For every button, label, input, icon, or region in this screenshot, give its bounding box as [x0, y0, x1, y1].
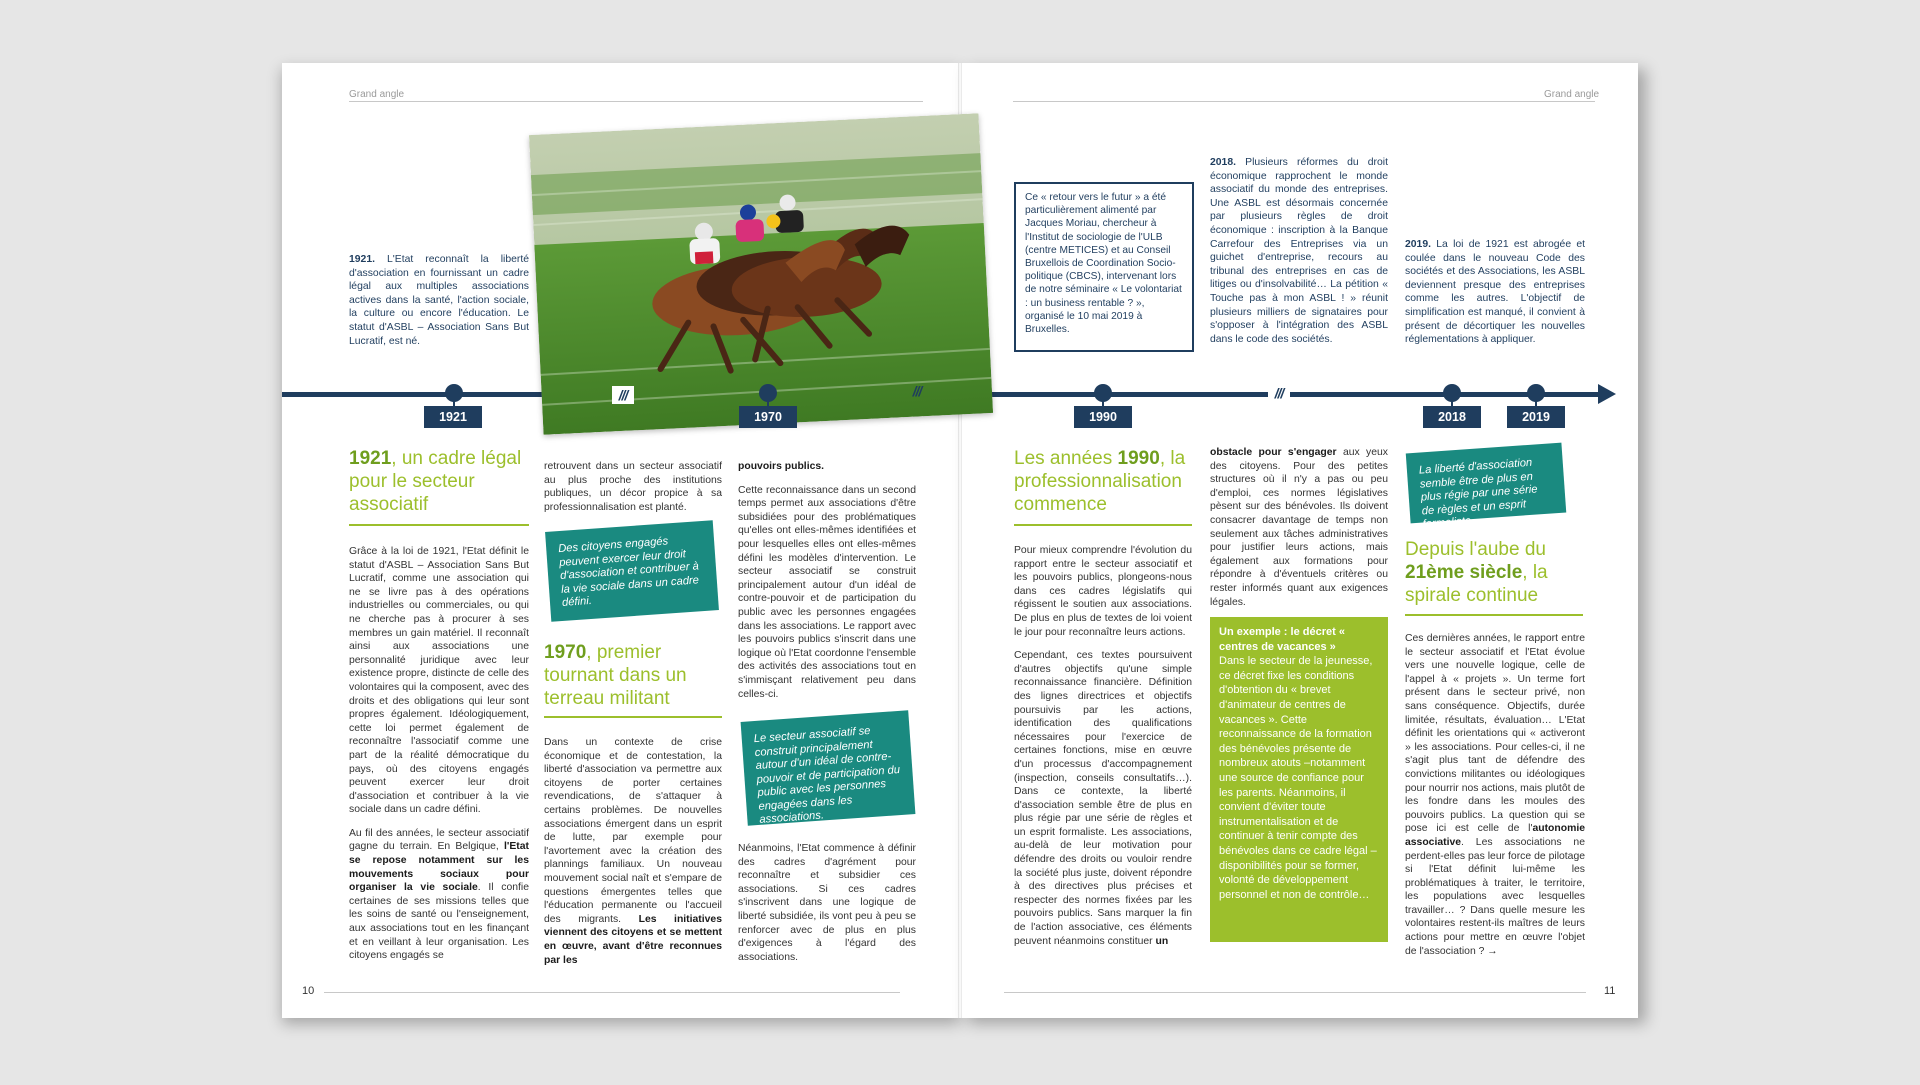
paragraph: [544, 736, 722, 967]
heading-rule: [1014, 524, 1192, 526]
text-run-bold: un: [1155, 935, 1169, 947]
heading-1921-text: , un cadre légal pour le secteur associatif: [349, 448, 522, 515]
column-6-text: [1405, 632, 1585, 968]
example-box-centres-de-vacances: [1210, 617, 1388, 942]
text-run: Dans un contexte de crise économique et de contestation, la liberté d'association va permettre aux citoyens de porter certaines revendications, de s'attaquer à certains problèmes. De nouvelles associations émergent dans un esprit de lutte, par exemple pour l'avortement avec la création des plannings familiaux. Un nouveau mouvement social naît et s'empare de questions émergentes telles que l'éducation permanente ou l'accueil des migrants.: [544, 737, 722, 925]
paragraph: [349, 827, 529, 963]
heading-rule: [1405, 614, 1583, 616]
year-label-1921: 1921: [424, 406, 482, 428]
heading-1990-year: 1990: [1117, 448, 1160, 469]
heading-1990-text: , la professionnalisation commence: [1014, 448, 1186, 515]
text-run: Ces dernières années, le rapport entre le secteur associatif et l'Etat évolue vers une nouvelle logique, celle de l'appel à « projets ». Un terme fort présent dans le secteur privé, non sans conséquence. Objectifs, durée limitée, résultats, évaluation… L'Etat définit les orientations qui « activeront » les associations. Pour celles-ci, il ne s'agit plus tant de défendre des convictions militantes ou idéologiques pour nourrir nos actions, mais plutôt de les fondre dans les moules des pouvoirs publics. La question qui se pose ici est celle de l': [1405, 633, 1585, 835]
text-run-bold: l'Etat se repose notamment sur les mouvements sociaux pour organiser la vie sociale: [349, 841, 529, 894]
running-head-left: Grand angle: [349, 89, 405, 100]
heading-21eme-siecle: [1405, 538, 1587, 607]
heading-1921-year: 1921: [349, 448, 392, 469]
pull-quote-2: [741, 710, 916, 825]
timeline-axis-segment: [922, 392, 1600, 397]
timeline-break-icon: ///: [1268, 384, 1290, 402]
heading-rule: [544, 716, 722, 718]
note-2018-year: 2018.: [1210, 157, 1237, 168]
column-3-text: [738, 460, 916, 711]
paragraph: Néanmoins, l'Etat commence à définir des cadres d'agrément pour reconnaître et subsidier ces associations. Si ces cadres s'inscrivent dans une logique de liberté subsidiée, ils vont peu à peu se renforcer avec de plus en plus d'exigences à l'égard des associations.: [738, 843, 916, 963]
pull-quote-2-text: Le secteur associatif se construit principalement autour d'un idéal de contre-pouvoir et de participation du public avec les personnes engagées dans les associations.: [753, 724, 901, 826]
note-1921: [349, 253, 529, 348]
pull-quote-3-text: La liberté d'association semble être de plus en plus régie par une série de règles et un esprit formaliste.: [1418, 456, 1538, 531]
text-run: aux yeux des citoyens. Pour des petites structures où il n'y a pas ou peu d'emploi, ces normes législatives pèsent sur des bénévoles. Ils doivent consacrer davantage de temps non seulement aux tâches administratives pour justifier leurs actions, mais également aux formations pour répondre à d'éventuels critères ou rester informés quant aux exigences légales.: [1210, 447, 1388, 608]
note-1921-text: L'Etat reconnaît la liberté d'association en fournissant un cadre légal aux multiples associations actives dans la santé, l'action sociale, la culture ou encore l'éducation. Le statut d'ASBL – Association Sans But Lucratif, est né.: [349, 254, 529, 347]
heading-1990-text: Les années: [1014, 448, 1118, 469]
text-run: Au fil des années, le secteur associatif gagne du terrain. En Belgique,: [349, 827, 529, 853]
heading-1970-text: , premier tournant dans un terreau militant: [544, 642, 687, 709]
heading-rule: [349, 524, 529, 526]
running-head-right: Grand angle: [1544, 89, 1600, 100]
timeline-break-icon: ///: [612, 386, 634, 404]
note-2019: [1405, 238, 1585, 347]
paragraph: retrouvent dans un secteur associatif au plus proche des institutions publiques, un décor propice à sa professionnalisation est planté.: [544, 461, 722, 513]
paragraph: Grâce à la loi de 1921, l'Etat définit le statut d'ASBL – Association Sans But Lucratif, comme une association qui ne se livre pas à des opérations industrielles ou commerciales, ou qui ne cherche pas à procurer à ses membres un gain matériel. Il reconnaît ainsi aux associations une personnalité juridique avec leur existence propre, distincte de celle des volontaires qui la composent, avec des droits et des obligations qui leur sont propres également. Idéologiquement, cette loi permet également de reconnaître l'associatif comme une part de la réalité démocratique du pays, où des citoyens engagés peuvent exercer leur droit d'association et contribuer à la vie sociale dans un cadre défini.: [349, 546, 529, 816]
pull-quote-1: [545, 520, 719, 621]
paragraph: pouvoirs publics.: [738, 461, 825, 472]
paragraph: Cette reconnaissance dans un second temps permet aux associations d'être subsidiées pour des problématiques qu'elles ont elles-mêmes identifiées et pour lesquelles elles ont elles-mêmes défini les modèles d'intervention. Le secteur associatif se construit principalement autour d'un idéal de contre-pouvoir et de participation du public avec les personnes engagées dans les associations. Le rapport avec les pouvoirs publics s'inscrit dans une logique où l'Etat coordonne l'ensemble des activités des associations tout en s'immisçant relativement peu dans celles-ci.: [738, 484, 916, 700]
example-box-title: Un exemple : le décret « centres de vacances »: [1219, 626, 1345, 653]
year-label-1990: 1990: [1074, 406, 1132, 428]
note-2019-year: 2019.: [1405, 239, 1432, 250]
column-4-text: [1014, 544, 1192, 958]
timeline-break-icon: ///: [912, 383, 922, 399]
note-2018-text: Plusieurs réformes du droit économique rapprochent le monde associatif du monde des entreprises. Une ASBL est désormais concernée par plusieurs règles de droit économique : inscription à la Banque Carrefour des Entreprises via un guichet d'entreprise, recours au tribunal des entreprises en cas de litiges ou d'insolvabilité… La pétition « Touche pas à mon ASBL ! » réunit plusieurs milliers de signataires pour s'opposer à l'intégration des ASBL dans le code des sociétés.: [1210, 157, 1388, 345]
header-rule-left: [349, 101, 923, 102]
note-2019-text: La loi de 1921 est abrogée et coulée dans le nouveau Code des sociétés et des Associations, les ASBL deviennent presque des entreprises comme les autres. L'objectif de simplification est manqué, il convient à présent de décortiquer les nouvelles réglementations à appliquer.: [1405, 239, 1586, 346]
column-5-text: [1210, 446, 1388, 619]
heading-1990: [1014, 447, 1194, 516]
text-run-bold: obstacle pour s'engager: [1210, 447, 1337, 458]
heading-1970: [544, 641, 724, 710]
pull-quote-1-text: Des citoyens engagés peuvent exercer leur droit d'association et contribuer à la vie sociale dans un cadre défini.: [557, 535, 700, 609]
page-number-left: 10: [302, 985, 315, 997]
heading-21-bold: 21ème siècle: [1405, 562, 1523, 583]
page-number-right: 11: [1604, 985, 1616, 997]
timeline-arrow-icon: [1598, 384, 1616, 404]
text-run: Cependant, ces textes poursuivent d'autres objectifs qu'une simple reconnaissance financière. Définition des lignes directrices et objectifs poursuivis par les actions, identification des qualifications nécessaires pour l'exercice de certaines fonctions, mise en œuvre d'un processus d'accompagnement (inspection, conseils consultatifs…). Dans ce contexte, la liberté d'association semble être de plus en plus régie par une série de règles et un esprit formaliste. Les associations, au-delà de leur motivation pour défendre des droits ou vouloir rendre la société plus juste, doivent répondre à des directives plus précises et respecter des normes fixées par les pouvoirs publics. Sans marquer la fin de l'action associative, ces éléments peuvent néanmoins constituer: [1014, 650, 1192, 947]
heading-21-text: , la spirale continue: [1405, 562, 1548, 606]
header-rule-right: [1013, 101, 1595, 102]
year-label-2018: 2018: [1423, 406, 1481, 428]
year-label-2019: 2019: [1507, 406, 1565, 428]
paragraph: [1405, 632, 1585, 958]
example-box-text: Dans le secteur de la jeunesse, ce décret fixe les conditions d'obtention du « brevet d'animateur de centres de vacances ». Cette reconnaissance de la formation des bénévoles présente de nombreux atouts –notamment une source de confiance pour les parents. Néanmoins, il convient d'éviter toute instrumentalisation et de continuer à tenir compte des bénévoles dans ce cadre légal – disponibilités pour se former, volonté de développement personnel et non de contrôle…: [1219, 655, 1377, 901]
text-run-bold: autonomie associative: [1405, 823, 1585, 848]
footer-rule-right: [1004, 992, 1586, 993]
pull-quote-3: [1406, 443, 1567, 531]
footer-rule-left: [324, 992, 900, 993]
column-2-continuation: [544, 460, 722, 524]
column-2-text: [544, 736, 722, 977]
note-2018: [1210, 156, 1388, 346]
column-3-text-end: [738, 842, 916, 974]
text-run-bold: Les initiatives viennent des citoyens et se mettent en œuvre, avant d'être reconnues par les: [544, 913, 722, 966]
paragraph: Pour mieux comprendre l'évolution du rapport entre le secteur associatif et les pouvoirs publics, plongeons-nous dans ces cadres législatifs qui régissent le soutien aux associations. De plus en plus de textes de loi voient le jour pour reconnaître leurs actions.: [1014, 545, 1192, 638]
text-run: . Les associations ne perdent-elles pas leur force de pilotage si l'Etat définit lui-même les problématiques à traiter, le territoire, les populations avec lesquelles travailler… ? Dans quelle mesure les volontaires restent-ils maîtres de leurs actions pour mettre en œuvre l'objet de l'association ? →: [1405, 836, 1585, 957]
info-box-seminar: [1014, 182, 1194, 352]
heading-1921: [349, 447, 529, 516]
paragraph: [1210, 446, 1388, 609]
heading-1970-year: 1970: [544, 642, 587, 663]
paragraph: [1014, 649, 1192, 948]
info-box-text: Ce « retour vers le futur » a été particulièrement alimenté par Jacques Moriau, chercheur à l'Institut de sociologie de l'ULB (centre METICES) et au Conseil Bruxellois de Coordination Socio-politique (CBCS), intervenant lors de notre séminaire « Le volontariat : un business rentable ? », organisé le 10 mai 2019 à Bruxelles.: [1025, 192, 1182, 336]
heading-21-text: Depuis l'aube du: [1405, 539, 1546, 560]
text-run: . Il confie certaines de ses missions telles que les soins de santé ou l'enseignement, aux associations tout en les finançant et en veillant à leur organisation. Les citoyens engagés se: [349, 882, 529, 962]
note-1921-year: 1921.: [349, 254, 376, 265]
year-label-1970: 1970: [739, 406, 797, 428]
column-1-text: [349, 545, 529, 973]
